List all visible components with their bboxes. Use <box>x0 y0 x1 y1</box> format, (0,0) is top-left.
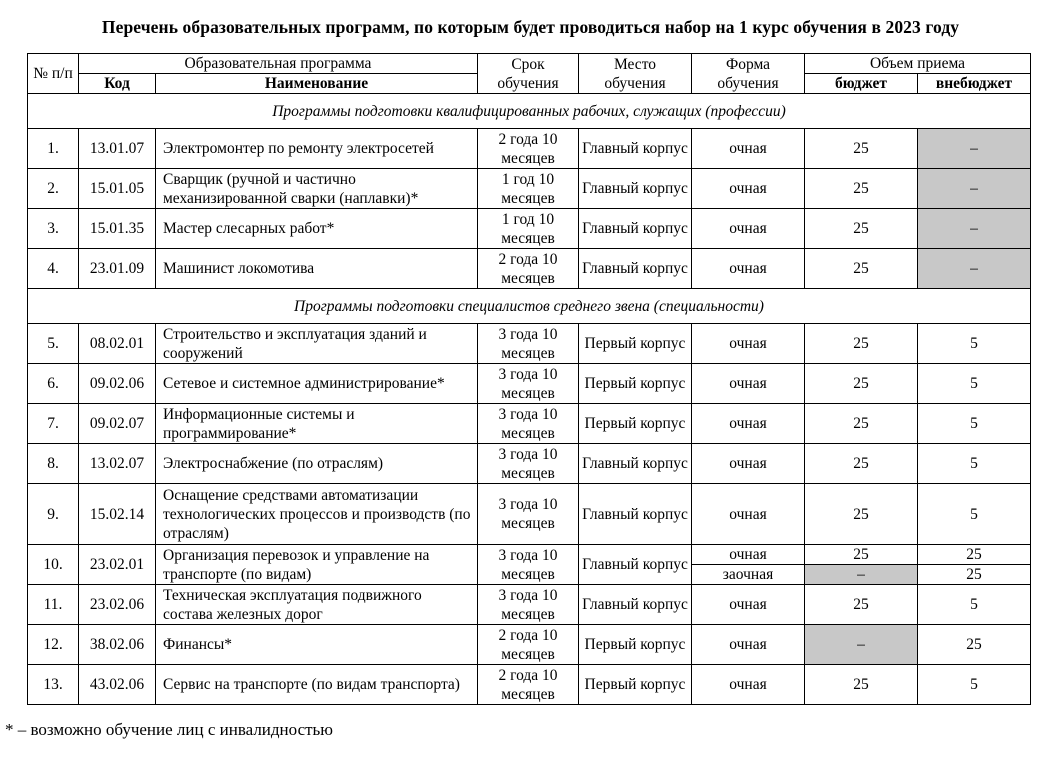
cell-place: Главный корпус <box>579 444 692 484</box>
cell-form: очная <box>692 324 805 364</box>
cell-place: Главный корпус <box>579 209 692 249</box>
table-row <box>28 129 1031 169</box>
cell-duration: 3 года 10 месяцев <box>478 545 579 585</box>
cell-budget: 25 <box>805 169 918 209</box>
cell-nonbudget: 25 <box>918 545 1031 565</box>
header-duration: Срок обучения <box>478 54 579 94</box>
cell-name: Финансы* <box>156 625 478 665</box>
section-row <box>28 94 1031 129</box>
cell-code: 23.02.01 <box>79 545 156 585</box>
cell-budget: 25 <box>805 484 918 545</box>
table-row <box>28 364 1031 404</box>
cell-duration: 2 года 10 месяцев <box>478 129 579 169</box>
cell-nonbudget: 5 <box>918 364 1031 404</box>
cell-duration: 3 года 10 месяцев <box>478 324 579 364</box>
section-title: Программы подготовки специалистов среднего звена (специальности) <box>28 289 1031 324</box>
cell-num: 2. <box>28 169 79 209</box>
cell-budget: 25 <box>805 545 918 565</box>
cell-num: 7. <box>28 404 79 444</box>
cell-nonbudget: 5 <box>918 665 1031 705</box>
cell-form: очная <box>692 249 805 289</box>
cell-form: очная <box>692 545 805 565</box>
table-row <box>28 625 1031 665</box>
header-program: Образовательная программа <box>79 54 478 74</box>
cell-name: Строительство и эксплуатация зданий и сооружений <box>156 324 478 364</box>
cell-nonbudget: – <box>918 169 1031 209</box>
cell-code: 15.01.35 <box>79 209 156 249</box>
cell-place: Главный корпус <box>579 169 692 209</box>
cell-form: очная <box>692 585 805 625</box>
cell-num: 12. <box>28 625 79 665</box>
cell-code: 08.02.01 <box>79 324 156 364</box>
cell-nonbudget: 5 <box>918 444 1031 484</box>
table-row <box>28 484 1031 545</box>
cell-place: Главный корпус <box>579 484 692 545</box>
cell-budget: 25 <box>805 444 918 484</box>
cell-name: Организация перевозок и управление на транспорте (по видам) <box>156 545 478 585</box>
cell-nonbudget: – <box>918 209 1031 249</box>
cell-nonbudget: – <box>918 249 1031 289</box>
table-row <box>28 585 1031 625</box>
cell-duration: 2 года 10 месяцев <box>478 665 579 705</box>
cell-name: Оснащение средствами автоматизации технологических процессов и производств (по отраслям) <box>156 484 478 545</box>
cell-nonbudget: 5 <box>918 585 1031 625</box>
cell-form: очная <box>692 364 805 404</box>
cell-place: Первый корпус <box>579 665 692 705</box>
cell-num: 4. <box>28 249 79 289</box>
cell-code: 23.01.09 <box>79 249 156 289</box>
header-budget: бюджет <box>805 74 918 94</box>
cell-duration: 3 года 10 месяцев <box>478 364 579 404</box>
cell-budget: 25 <box>805 209 918 249</box>
header-nonbudget: внебюджет <box>918 74 1031 94</box>
cell-place: Первый корпус <box>579 364 692 404</box>
cell-duration: 2 года 10 месяцев <box>478 625 579 665</box>
footnote: * – возможно обучение лиц с инвалидностью <box>5 720 333 739</box>
cell-num: 10. <box>28 545 79 585</box>
cell-duration: 3 года 10 месяцев <box>478 585 579 625</box>
header-place: Место обучения <box>579 54 692 94</box>
cell-place: Главный корпус <box>579 545 692 585</box>
cell-budget: 25 <box>805 129 918 169</box>
cell-budget: – <box>805 565 918 585</box>
section-row <box>28 289 1031 324</box>
cell-name: Мастер слесарных работ* <box>156 209 478 249</box>
header-admission: Объем приема <box>805 54 1031 74</box>
cell-budget: 25 <box>805 404 918 444</box>
cell-name: Машинист локомотива <box>156 249 478 289</box>
table-row <box>28 545 1031 565</box>
cell-budget: 25 <box>805 585 918 625</box>
cell-form: очная <box>692 169 805 209</box>
cell-code: 38.02.06 <box>79 625 156 665</box>
cell-form: очная <box>692 404 805 444</box>
cell-nonbudget: 5 <box>918 324 1031 364</box>
cell-budget: 25 <box>805 249 918 289</box>
cell-num: 9. <box>28 484 79 545</box>
cell-code: 13.01.07 <box>79 129 156 169</box>
cell-form: очная <box>692 665 805 705</box>
cell-place: Главный корпус <box>579 129 692 169</box>
table-row <box>28 404 1031 444</box>
cell-code: 09.02.06 <box>79 364 156 404</box>
cell-form: очная <box>692 484 805 545</box>
cell-form: очная <box>692 625 805 665</box>
header-code: Код <box>79 74 156 94</box>
cell-place: Первый корпус <box>579 324 692 364</box>
cell-duration: 1 год 10 месяцев <box>478 209 579 249</box>
cell-code: 15.01.05 <box>79 169 156 209</box>
cell-num: 8. <box>28 444 79 484</box>
cell-nonbudget: 5 <box>918 404 1031 444</box>
cell-code: 23.02.06 <box>79 585 156 625</box>
cell-name: Сварщик (ручной и частично механизированной сварки (наплавки)* <box>156 169 478 209</box>
cell-name: Сетевое и системное администрирование* <box>156 364 478 404</box>
cell-num: 11. <box>28 585 79 625</box>
cell-code: 13.02.07 <box>79 444 156 484</box>
cell-name: Сервис на транспорте (по видам транспорта) <box>156 665 478 705</box>
cell-nonbudget: 5 <box>918 484 1031 545</box>
cell-duration: 2 года 10 месяцев <box>478 249 579 289</box>
cell-num: 1. <box>28 129 79 169</box>
cell-code: 15.02.14 <box>79 484 156 545</box>
header-form: Форма обучения <box>692 54 805 94</box>
section-title: Программы подготовки квалифицированных рабочих, служащих (профессии) <box>28 94 1031 129</box>
cell-num: 5. <box>28 324 79 364</box>
cell-duration: 3 года 10 месяцев <box>478 444 579 484</box>
cell-name: Техническая эксплуатация подвижного состава железных дорог <box>156 585 478 625</box>
cell-duration: 3 года 10 месяцев <box>478 484 579 545</box>
cell-num: 6. <box>28 364 79 404</box>
cell-duration: 3 года 10 месяцев <box>478 404 579 444</box>
cell-place: Главный корпус <box>579 585 692 625</box>
cell-budget: 25 <box>805 364 918 404</box>
cell-form: заочная <box>692 565 805 585</box>
cell-nonbudget: 25 <box>918 625 1031 665</box>
cell-nonbudget: 25 <box>918 565 1031 585</box>
cell-place: Главный корпус <box>579 249 692 289</box>
header-name: Наименование <box>156 74 478 94</box>
cell-nonbudget: – <box>918 129 1031 169</box>
cell-name: Электроснабжение (по отраслям) <box>156 444 478 484</box>
cell-budget: 25 <box>805 665 918 705</box>
cell-name: Информационные системы и программирование* <box>156 404 478 444</box>
header-num: № п/п <box>28 54 79 94</box>
table-row <box>28 249 1031 289</box>
table-row <box>28 324 1031 364</box>
cell-num: 3. <box>28 209 79 249</box>
cell-place: Первый корпус <box>579 404 692 444</box>
cell-budget: 25 <box>805 324 918 364</box>
programs-table <box>27 53 1031 705</box>
cell-place: Первый корпус <box>579 625 692 665</box>
cell-duration: 1 год 10 месяцев <box>478 169 579 209</box>
table-row <box>28 444 1031 484</box>
page-title: Перечень образовательных программ, по которым будет проводиться набор на 1 курс обучения в 2023 году <box>101 17 960 37</box>
table-row <box>28 169 1031 209</box>
cell-code: 43.02.06 <box>79 665 156 705</box>
cell-num: 13. <box>28 665 79 705</box>
cell-code: 09.02.07 <box>79 404 156 444</box>
cell-budget: – <box>805 625 918 665</box>
cell-name: Электромонтер по ремонту электросетей <box>156 129 478 169</box>
cell-form: очная <box>692 129 805 169</box>
table-row <box>28 665 1031 705</box>
cell-form: очная <box>692 444 805 484</box>
cell-form: очная <box>692 209 805 249</box>
table-row <box>28 209 1031 249</box>
